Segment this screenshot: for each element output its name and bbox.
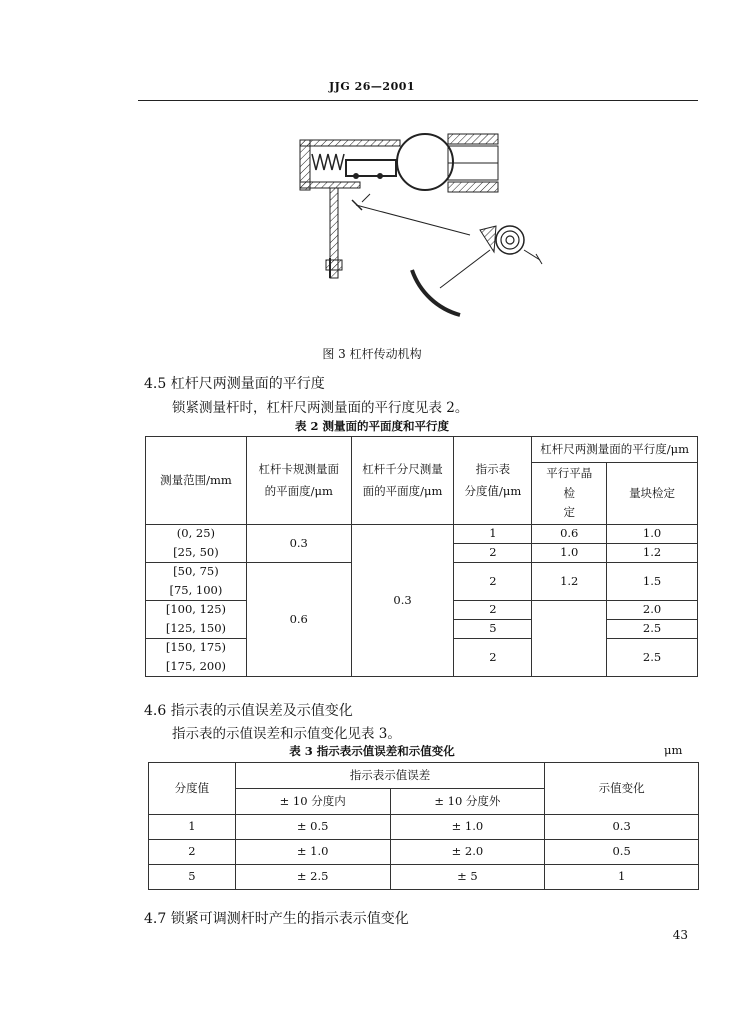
- within-cell: ± 2.5: [235, 865, 390, 890]
- table3-caption: 表 3 指示表示值误差和示值变化: [289, 744, 455, 758]
- running-header: JJG 26—2001: [328, 80, 416, 93]
- gauge-block-cell: 2.0: [607, 601, 698, 620]
- table3-unit: μm: [664, 743, 683, 757]
- table3-header-error: 指示表示值误差: [235, 763, 544, 789]
- table3-header-division: 分度值: [149, 763, 236, 815]
- table2-caption: 表 2 测量面的平面度和平行度: [294, 419, 449, 433]
- section-4-6-text: 指示表的示值误差和示值变化见表 3。: [172, 726, 401, 742]
- table-row: [149, 815, 699, 840]
- section-4-5-heading: 4.5 杠杆尺两测量面的平行度: [144, 376, 325, 392]
- division-cell: 5: [149, 865, 236, 890]
- gauge-block-cell: 2.5: [607, 620, 698, 639]
- range-cell: (0, 25): [146, 525, 247, 544]
- range-cell: [175, 200): [146, 658, 247, 677]
- range-cell: [25, 50): [146, 544, 247, 563]
- range-cell: [100, 125): [146, 601, 247, 620]
- table2-header-caliper: [246, 437, 351, 525]
- flat-crystal-empty-cell: [532, 601, 607, 677]
- table3-header-variation: 示值变化: [545, 763, 699, 815]
- figure-caption: 图 3 杠杆传动机构: [322, 347, 422, 361]
- header-line: 平行平晶: [546, 465, 593, 480]
- table2-header-micrometer: [351, 437, 454, 525]
- division-cell: 2: [454, 544, 532, 563]
- division-cell: 1: [454, 525, 532, 544]
- division-cell: 1: [149, 815, 236, 840]
- gauge-block-cell: 1.0: [607, 525, 698, 544]
- header-line: 定: [563, 505, 575, 520]
- table-row: [149, 865, 699, 890]
- division-cell: 2: [454, 563, 532, 601]
- header-line: 指示表: [475, 461, 511, 476]
- outside-cell: ± 1.0: [390, 815, 545, 840]
- table2-header-division: [454, 437, 532, 525]
- outside-cell: ± 2.0: [390, 840, 545, 865]
- within-cell: ± 1.0: [235, 840, 390, 865]
- header-line: 杠杆千分尺测量: [362, 461, 443, 476]
- header-line: 分度值/μm: [464, 483, 522, 498]
- caliper-flatness-cell: 0.6: [246, 563, 351, 677]
- table2-header-parallelism: 杠杆尺两测量面的平行度/μm: [532, 437, 698, 463]
- table3: [148, 762, 699, 890]
- page-number: 43: [672, 928, 688, 942]
- table-row: [149, 840, 699, 865]
- header-line: 的平面度/μm: [264, 483, 333, 498]
- division-cell: 2: [454, 601, 532, 620]
- outside-cell: ± 5: [390, 865, 545, 890]
- table2-header-flat-crystal: [532, 463, 607, 525]
- section-4-6-heading: 4.6 指示表的示值误差及示值变化: [144, 703, 353, 719]
- flat-crystal-cell: 1.2: [532, 563, 607, 601]
- variation-cell: 0.3: [545, 815, 699, 840]
- lever-mechanism-figure: [290, 120, 550, 320]
- variation-cell: 1: [545, 865, 699, 890]
- header-rule: [138, 100, 698, 101]
- caliper-flatness-cell: 0.3: [246, 525, 351, 563]
- gauge-block-cell: 2.5: [607, 639, 698, 677]
- table3-header-outside: ± 10 分度外: [390, 789, 545, 815]
- section-4-7-heading: 4.7 锁紧可调测杆时产生的指示表示值变化: [144, 911, 409, 927]
- range-cell: [125, 150): [146, 620, 247, 639]
- micrometer-flatness-cell: 0.3: [351, 525, 454, 677]
- table2-header-gauge-block: 量块检定: [607, 463, 698, 525]
- table2-header-range: 测量范围/mm: [146, 437, 247, 525]
- section-4-5-text: 锁紧测量杆时，杠杆尺两测量面的平行度见表 2。: [172, 400, 469, 416]
- gauge-block-cell: 1.5: [607, 563, 698, 601]
- flat-crystal-cell: 1.0: [532, 544, 607, 563]
- header-line: 面的平面度/μm: [362, 483, 443, 498]
- range-cell: [150, 175): [146, 639, 247, 658]
- division-cell: 2: [149, 840, 236, 865]
- gauge-block-cell: 1.2: [607, 544, 698, 563]
- range-cell: [75, 100): [146, 582, 247, 601]
- header-line: 检: [563, 485, 575, 500]
- table3-header-within: ± 10 分度内: [235, 789, 390, 815]
- header-line: 杠杆卡规测量面: [258, 461, 339, 476]
- division-cell: 5: [454, 620, 532, 639]
- variation-cell: 0.5: [545, 840, 699, 865]
- within-cell: ± 0.5: [235, 815, 390, 840]
- division-cell: 2: [454, 639, 532, 677]
- flat-crystal-cell: 0.6: [532, 525, 607, 544]
- table2: [145, 436, 698, 677]
- range-cell: [50, 75): [146, 563, 247, 582]
